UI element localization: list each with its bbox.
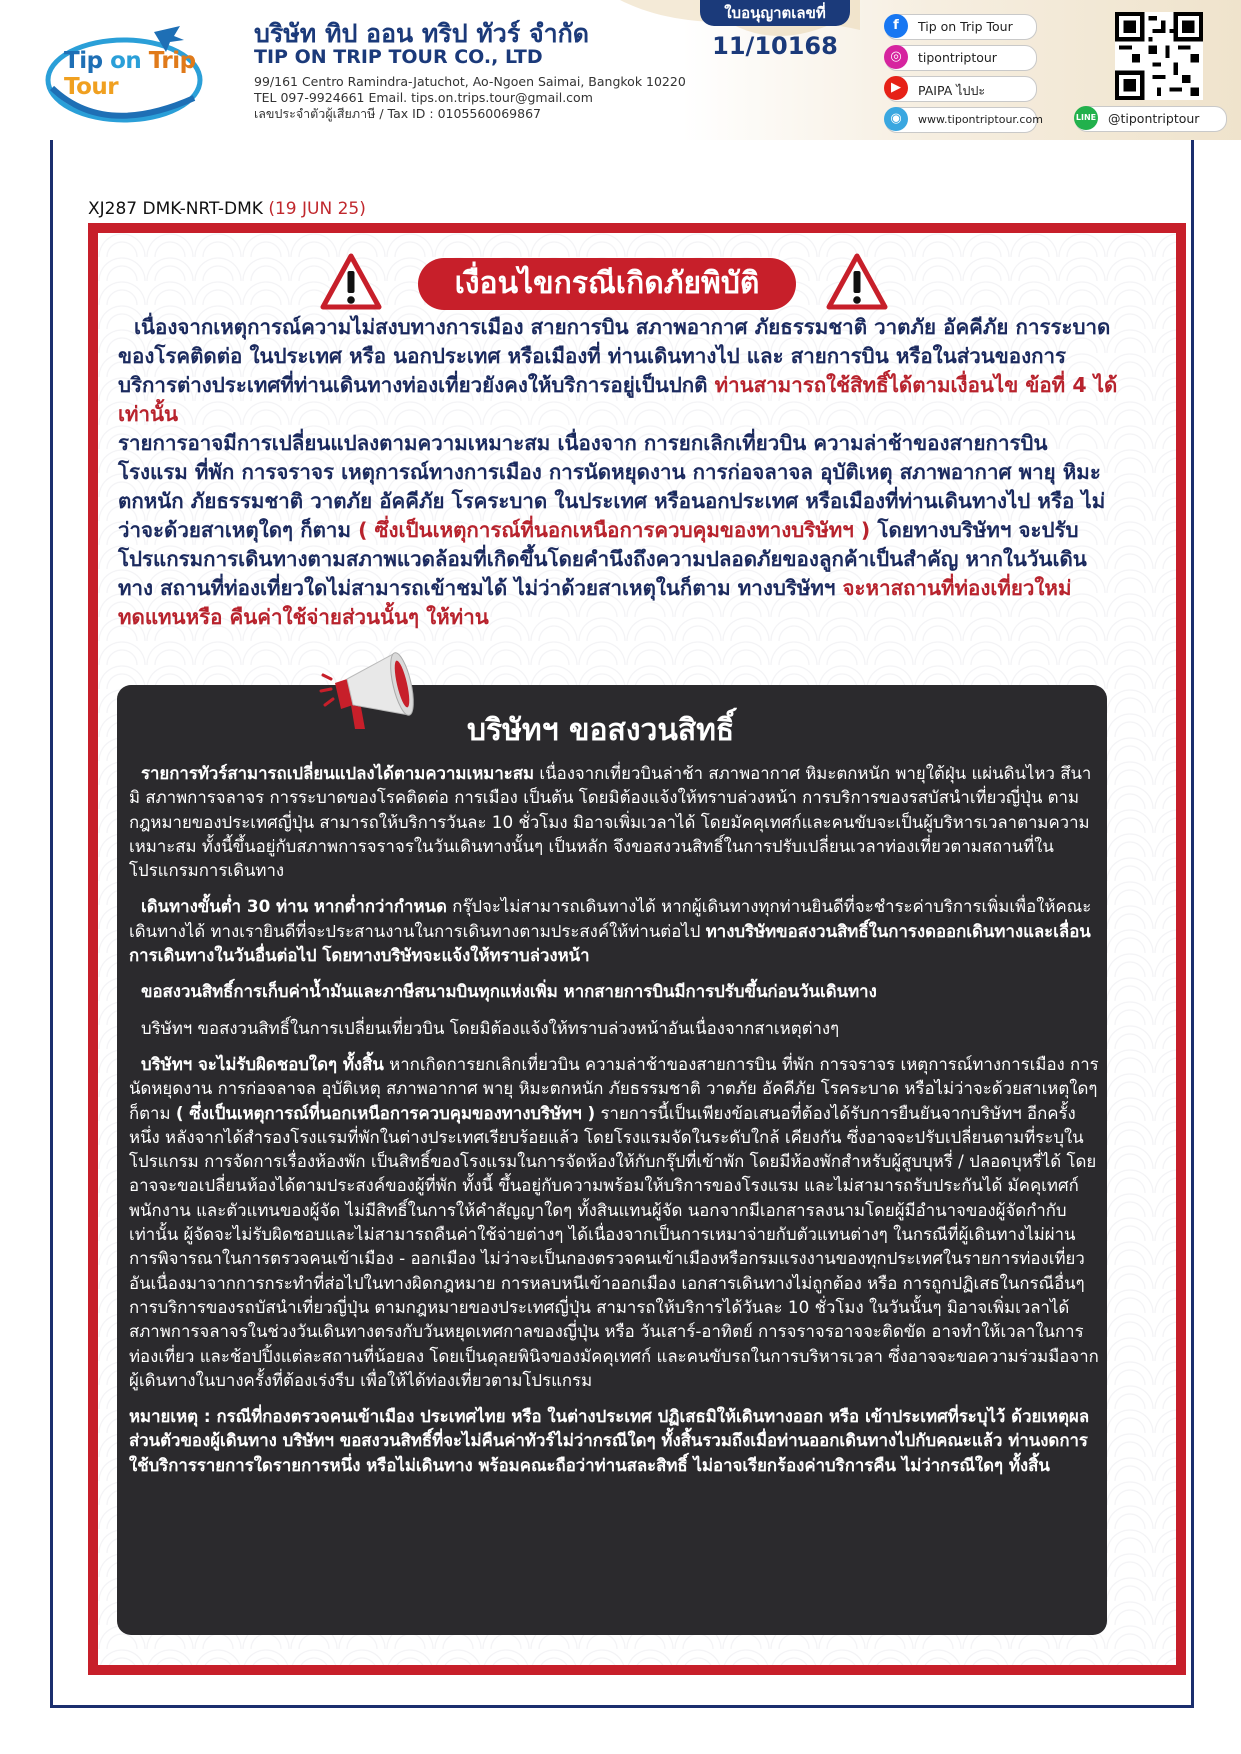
megaphone-icon (317, 645, 427, 735)
flight-date: (19 JUN 25) (268, 199, 366, 219)
line-icon: LINE (1074, 106, 1098, 130)
social-instagram[interactable]: ◎ tipontriptour (885, 45, 1037, 71)
instagram-icon: ◎ (884, 45, 908, 69)
rights-paragraph-5: บริษัทฯ จะไม่รับผิดชอบใดๆ ทั้งสิ้น หากเกิดการยกเลิกเที่ยวบิน ความล่าช้าของสายการบิน ที่พัก การจราจร เหตุการณ์ทางการเมือง การนัดหยุดงาน การก่อจลาจล อุบัติเหตุ สภาพอากาศ พายุ หิมะตกหนัก ภัยธรรมชาติ วาตภัย อัคคีภัย โรคระบาด หรือไม่ว่าจะด้วยสาเหตุใดๆ ก็ตาม ( ซึ่งเป็นเหตุการณ์ที่นอกเหนือการควบคุมของทางบริษัทฯ ) รายการนี้เป็นเพียงข้อเสนอที่ต้องได้รับการยืนยันจากบริษัทฯ อีกครั้งหนึ่ง หลังจากได้สำรองโรงแรมที่พักในต่างประเทศเรียบร้อยแล้ว โดยโรงแรมจัดในระดับใกล้ เคียงกัน ซึ่งอาจจะปรับเปลี่ยนตามที่ระบุในโปรแกรม การจัดการเรื่องห้องพัก เป็นสิทธิ์ของโรงแรมในการจัดห้องให้กับกรุ๊ปที่เข้าพัก โดยมีห้องพักสำหรับผู้สูบบุหรี่ / ปลอดบุหรี่ได้ โดยอาจจะขอเปลี่ยนห้องได้ตามประสงค์ของผู้ที่พัก ทั้งนี้ ขึ้นอยู่กับความพร้อมให้บริการของโรงแรม และไม่สามารถรับประกันได้ มัคคุเทศก์ พนักงาน และตัวแทนของผู้จัด ไม่มีสิทธิ์ในการให้คำสัญญาใดๆ ทั้งสินแทนผู้จัด นอกจากมีเอกสารลงนามโดยผู้มีอำนาจของผู้จัดกำกับเท่านั้น ผู้จัดจะไม่รับผิดชอบและไม่สามารถคืนค่าใช้จ่ายต่างๆ ได้เนื่องจากเป็นการเหมาจ่ายกับตัวแทนต่างๆ ในกรณีที่ผู้เดินทางไม่ผ่านการพิจารณาในการตรวจคนเข้าเมือง - ออกเมือง ไม่ว่าจะเป็นกองตรวจคนเข้าเมืองหรือกรมแรงงานของทุกประเทศในรายการท่องเที่ยว อันเนื่องมาจากการกระทำที่ส่อไปในทางผิดกฎหมาย การหลบหนีเข้าออกเมือง เอกสารเดินทางไม่ถูกต้อง หรือ การถูกปฏิเสธในกรณีอื่นๆ การบริการของรถบัสนำเที่ยวญี่ปุ่น ตามกฎหมายของประเทศญี่ปุ่น สามารถให้บริการได้วันละ 10 ชั่วโมง ในวันนั้นๆ มิอาจเพิ่มเวลาได้ สภาพการจลาจรในช่วงวันเดินทางตรงกับวันหยุดเทศกาลของญี่ปุ่น หรือ วันเสาร์-อาทิตย์ การจราจรอาจจะติดขัด อาจทำให้เวลาในการท่องเที่ยว และช้อปปิ้งแต่ละสถานที่น้อยลง โดยเป็นดุลยพินิจของมัคคุเทศก์ และคนขับรถในการบริหารเวลา ซึ่งอาจจะขอความร่วมมือจากผู้เดินทางในบางครั้งที่ต้องเร่งรีบ เพื่อให้ได้ท่องเที่ยวตามโปรแกรม (129, 1053, 1099, 1390)
warning-icon (826, 253, 888, 311)
facebook-icon: f (884, 14, 908, 38)
company-logo (44, 18, 234, 128)
notice-intro (118, 313, 1118, 632)
license-label: ใบอนุญาตเลขที่ (700, 0, 850, 26)
social-facebook[interactable]: f Tip on Trip Tour (885, 14, 1037, 40)
social-line[interactable]: LINE @tipontriptour (1075, 106, 1227, 132)
rights-body (129, 761, 1099, 1489)
disaster-conditions-notice (88, 223, 1186, 1675)
rights-title: บริษัทฯ ขอสงวนสิทธิ์ (467, 713, 735, 748)
intro-paragraph-1: เนื่องจากเหตุการณ์ความไม่สงบทางการเมือง สายการบิน สภาพอากาศ ภัยธรรมชาติ วาตภัย อัคคีภัย การระบาด ของโรคติดต่อ ในประเทศ หรือ นอกประเทศ หรือเมืองที่ ท่านเดินทางไป และ สายการบิน หรือในส่วนของการบริการต่างประเทศที่ท่านเดินทางท่องเที่ยวยังคงให้บริการอยู่เป็นปกติ ท่านสามารถใช้สิทธิ์ได้ตามเงื่อนไข ข้อที่ 4 ได้เท่านั้น (118, 315, 1118, 426)
company-contact-info (254, 74, 686, 122)
company-tax-id: เลขประจำตัวผู้เสียภาษี / Tax ID : 0105560069867 (254, 106, 541, 121)
qr-code (1115, 12, 1203, 100)
page-header (0, 0, 1241, 140)
notice-inner (98, 233, 1176, 1665)
rights-paragraph-3: ขอสงวนสิทธิ์การเก็บค่าน้ำมันและภาษีสนามบินทุกแห่งเพิ่ม หากสายการบินมีการปรับขึ้นก่อนวันเดินทาง (141, 981, 877, 1002)
company-address: 99/161 Centro Ramindra-Jatuchot, Ao-Ngoen Saimai, Bangkok 10220 (254, 74, 686, 89)
rights-paragraph-1: รายการทัวร์สามารถเปลี่ยนแปลงได้ตามความเหมาะสม เนื่องจากเที่ยวบินล่าช้า สภาพอากาศ หิมะตกหนัก พายุใต้ฝุ่น แผ่นดินไหว สึนามิ สภาพการจลาจร การระบาดของโรคติดต่อ การเมือง เป็นต้น โดยมิต้องแจ้งให้ทราบล่วงหน้า การบริการของรสบัสนำเที่ยวญี่ปุ่น ตามกฎหมายของประเทศญี่ปุ่น สามารถให้บริการวันละ 10 ชั่วโมง มิอาจเพิ่มเวลาได้ โดยมัคคุเทศก์และคนขับจะเป็นผู้บริหารเวลาตามความเหมาะสม ทั้งนี้ขึ้นอยู่กับสภาพการจราจรในวันเดินทางนั้นๆ เป็นหลัก จึงขอสงวนสิทธิ์ในการปรับเปลี่ยนเวลาท่องเที่ยวตามสถานที่ในโปรแกรมการเดินทาง (129, 763, 1092, 881)
license-box (700, 0, 850, 62)
rights-note: หมายเหตุ : กรณีที่กองตรวจคนเข้าเมือง ประเทศไทย หรือ ในต่างประเทศ ปฏิเสธมิให้เดินทางออก หรือ เข้าประเทศที่ระบุไว้ ด้วยเหตุผลส่วนตัวของผู้เดินทาง บริษัทฯ ขอสงวนสิทธิ์ที่จะไม่คืนค่าทัวร์ไม่ว่ากรณีใดๆ ทั้งสิ้นรวมถึงเมื่อท่านออกเดินทางไปกับคณะแล้ว ท่านงดการใช้บริการรายการใดรายการหนึ่ง หรือไม่เดินทาง พร้อมคณะถือว่าท่านสละสิทธิ์ ไม่อาจเรียกร้องค่าบริการคืน ไม่ว่ากรณีใดๆ ทั้งสิ้น (129, 1406, 1090, 1475)
rights-reserved-box (117, 685, 1107, 1635)
company-name-thai: บริษัท ทิป ออน ทริป ทัวร์ จำกัด (254, 19, 590, 48)
logo-text: Tip on Trip Tour (64, 48, 196, 100)
company-phone-email: TEL 097-9924661 Email. tips.on.trips.tour@gmail.com (254, 90, 593, 105)
youtube-icon: ▶ (884, 76, 908, 100)
intro-paragraph-2: รายการอาจมีการเปลี่ยนแปลงตามความเหมาะสม เนื่องจาก การยกเลิกเที่ยวบิน ความล่าช้าของสายการบิน โรงแรม ที่พัก การจราจร เหตุการณ์ทางการเมือง การนัดหยุดงาน การก่อจลาจล อุบัติเหตุ สภาพอากาศ พายุ หิมะตกหนัก ภัยธรรมชาติ วาตภัย อัคคีภัย โรคระบาด ในประเทศ หรือนอกประเทศ หรือเมืองที่ท่านเดินทางไป หรือ ไม่ว่าจะด้วยสาเหตุใดๆ ก็ตาม ( ซึ่งเป็นเหตุการณ์ที่นอกเหนือการควบคุมของทางบริษัทฯ ) โดยทางบริษัทฯ จะปรับโปรแกรมการเดินทางตามสภาพแวดล้อมที่เกิดขึ้นโดยคำนึงถึงความปลอดภัยของลูกค้าเป็นสำคัญ หากในวันเดินทาง สถานที่ท่องเที่ยวใดไม่สามารถเข้าชมได้ ไม่ว่าด้วยสาเหตุในก็ตาม ทางบริษัทฯ จะหาสถานที่ท่องเที่ยวใหม่ทดแทนหรือ คืนค่าใช้จ่ายส่วนนั้นๆ ให้ท่าน (118, 431, 1106, 629)
flight-code: XJ287 DMK-NRT-DMK (19 JUN 25) (88, 199, 366, 219)
company-name-english: TIP ON TRIP TOUR CO., LTD (254, 46, 543, 68)
license-number: 11/10168 (712, 32, 838, 60)
rights-paragraph-4: บริษัทฯ ขอสงวนสิทธิ์ในการเปลี่ยนเที่ยวบิน โดยมิต้องแจ้งให้ทราบล่วงหน้าอันเนื่องจากสาเหตุต่างๆ (141, 1017, 840, 1038)
warning-icon (320, 253, 382, 311)
social-website[interactable]: ◉ www.tipontriptour.com (885, 107, 1037, 133)
rights-paragraph-2: เดินทางขั้นต่ำ 30 ท่าน หากต่ำกว่ากำหนด กรุ๊ปจะไม่สามารถเดินทางได้ หากผู้เดินทางทุกท่านยินดีที่จะชำระค่าบริการเพิ่มเพื่อให้คณะเดินทางได้ ทางเรายินดีที่จะประสานงานในการเดินทางตามประสงค์ให้ท่านต่อไป ทางบริษัทขอสงวนสิทธิ์ในการงดออกเดินทางและเลื่อนการเดินทางในวันอื่นต่อไป โดยทางบริษัทจะแจ้งให้ทราบล่วงหน้า (129, 896, 1092, 966)
website-icon: ◉ (884, 107, 908, 131)
notice-title: เงื่อนไขกรณีเกิดภัยพิบัติ (418, 258, 796, 310)
social-youtube[interactable]: ▶ PAIPA ไปปะ (885, 76, 1037, 102)
